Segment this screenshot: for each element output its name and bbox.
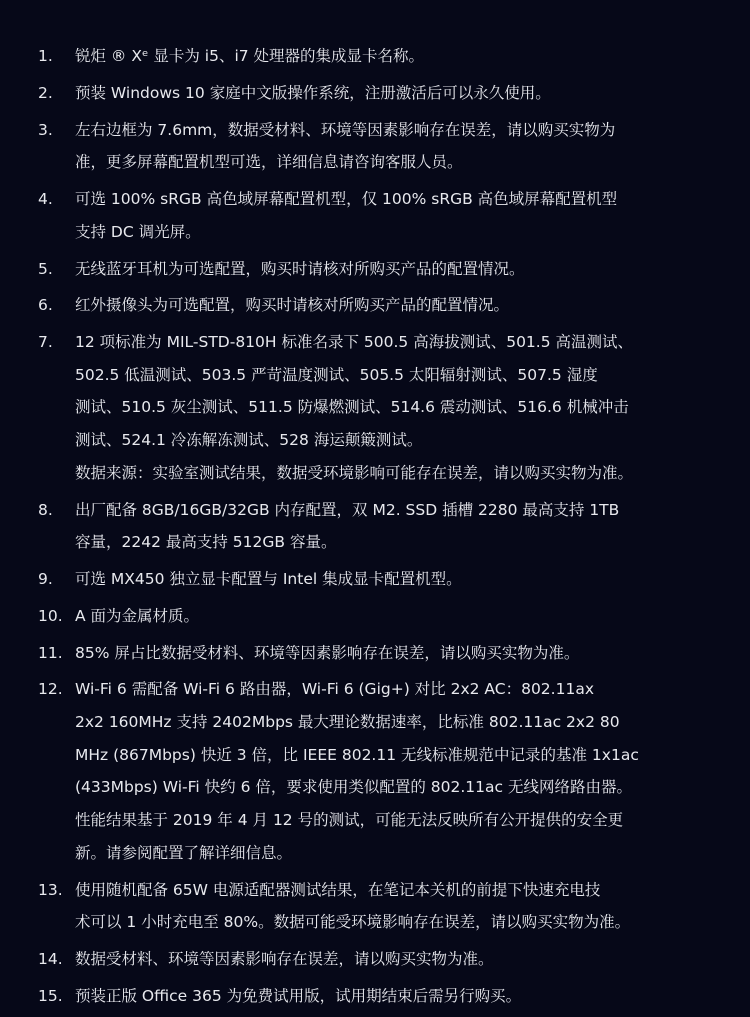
footnote-item (0, 40, 750, 73)
footnote-item (0, 874, 750, 939)
footnote-text-line: 2x2 160MHz 支持 2402Mbps 最大理论数据速率，比标准 802.11ac 2x2 80 (75, 713, 620, 732)
footnote-text-line: 85% 屏占比数据受材料、环境等因素影响存在误差，请以购买实物为准。 (75, 643, 580, 662)
footnote-number: 1. (38, 47, 53, 65)
footnote-text-line: 可选 100% sRGB 高色域屏幕配置机型，仅 100% sRGB 高色域屏幕配置机型 (75, 190, 618, 209)
footnote-item (0, 637, 750, 670)
footnote-item (0, 114, 750, 179)
footnote-item (0, 600, 750, 633)
footnote-number: 11. (38, 643, 63, 662)
footnote-text-line: 数据受材料、环境等因素影响存在误差，请以购买实物为准。 (75, 950, 494, 969)
footnote-text-line: 预装 Windows 10 家庭中文版操作系统，注册激活后可以永久使用。 (75, 83, 551, 102)
footnote-item (0, 980, 750, 1013)
footnote-text-line: 测试、524.1 冷冻解冻测试、528 海运颠簸测试。 (75, 431, 423, 450)
footnote-text-line: 可选 MX450 独立显卡配置与 Intel 集成显卡配置机型。 (75, 570, 462, 589)
footnote-item (0, 77, 750, 110)
footnote-number: 2. (38, 83, 53, 102)
footnote-number: 9. (38, 570, 53, 589)
footnote-list (0, 40, 750, 1017)
footnote-text-line: 数据来源：实验室测试结果，数据受环境影响可能存在误差，请以购买实物为准。 (75, 463, 634, 482)
footnote-item (0, 289, 750, 322)
footnote-number: 12. (38, 680, 63, 699)
footnote-text-line: 新。请参阅配置了解详细信息。 (75, 843, 293, 862)
footnote-item (0, 673, 750, 869)
footnote-text-line: Wi-Fi 6 需配备 Wi-Fi 6 路由器，Wi-Fi 6 (Gig+) 对比 2x2 AC：802.11ax (75, 680, 594, 699)
footnote-text-line: 使用随机配备 65W 电源适配器测试结果，在笔记本关机的前提下快速充电技 (75, 880, 601, 899)
footnote-text-line: 容量，2242 最高支持 512GB 容量。 (75, 533, 337, 552)
footnote-number: 7. (38, 333, 53, 352)
footnote-text-line: 支持 DC 调光屏。 (75, 222, 201, 241)
footnote-text-line: 无线蓝牙耳机为可选配置，购买时请核对所购买产品的配置情况。 (75, 259, 525, 278)
footnote-text-line: A 面为金属材质。 (75, 606, 200, 625)
footnote-text-line: 锐炬 ® Xᵉ 显卡为 i5、i7 处理器的集成显卡名称。 (75, 47, 425, 65)
footnote-text-line: 准，更多屏幕配置机型可选，详细信息请咨询客服人员。 (75, 153, 463, 172)
footnote-text-line: 红外摄像头为可选配置，购买时请核对所购买产品的配置情况。 (75, 296, 510, 315)
footnote-item (0, 943, 750, 976)
footnote-number: 13. (38, 880, 63, 899)
footnote-text-line: (433Mbps) Wi-Fi 快约 6 倍，要求使用类似配置的 802.11ac 无线网络路由器。 (75, 778, 632, 797)
footnote-item (0, 563, 750, 596)
footnote-text-line: 12 项标准为 MIL-STD-810H 标准名录下 500.5 高海拔测试、501.5 高温测试、 (75, 333, 634, 352)
footnote-number: 5. (38, 259, 53, 278)
footnote-item (0, 326, 750, 489)
footnote-number: 8. (38, 500, 53, 519)
footnote-item (0, 494, 750, 559)
footnote-text-line: 502.5 低温测试、503.5 严苛温度测试、505.5 太阳辐射测试、507.5 湿度 (75, 365, 598, 384)
footnote-number: 15. (38, 986, 63, 1005)
footnote-text-line: 性能结果基于 2019 年 4 月 12 号的测试，可能无法反映所有公开提供的安全更 (75, 811, 624, 830)
footnote-number: 3. (38, 120, 53, 139)
footnote-text-line: 预装正版 Office 365 为免费试用版，试用期结束后需另行购买。 (75, 986, 522, 1005)
footnote-text-line: 出厂配备 8GB/16GB/32GB 内存配置，双 M2. SSD 插槽 2280 最高支持 1TB (75, 500, 620, 519)
footnote-number: 4. (38, 190, 53, 209)
footnote-text-line: 测试、510.5 灰尘测试、511.5 防爆燃测试、514.6 震动测试、516.6 机械冲击 (75, 398, 629, 417)
footnote-item (0, 183, 750, 248)
footnote-text-line: MHz (867Mbps) 快近 3 倍，比 IEEE 802.11 无线标准规范中记录的基准 1x1ac (75, 745, 639, 764)
footnote-number: 6. (38, 296, 53, 315)
footnote-number: 14. (38, 950, 63, 969)
footnote-text-line: 左右边框为 7.6mm，数据受材料、环境等因素影响存在误差，请以购买实物为 (75, 120, 616, 139)
footnote-number: 10. (38, 606, 63, 625)
footnote-item (0, 253, 750, 286)
footnote-text-line: 术可以 1 小时充电至 80%。数据可能受环境影响存在误差，请以购买实物为准。 (75, 913, 631, 932)
